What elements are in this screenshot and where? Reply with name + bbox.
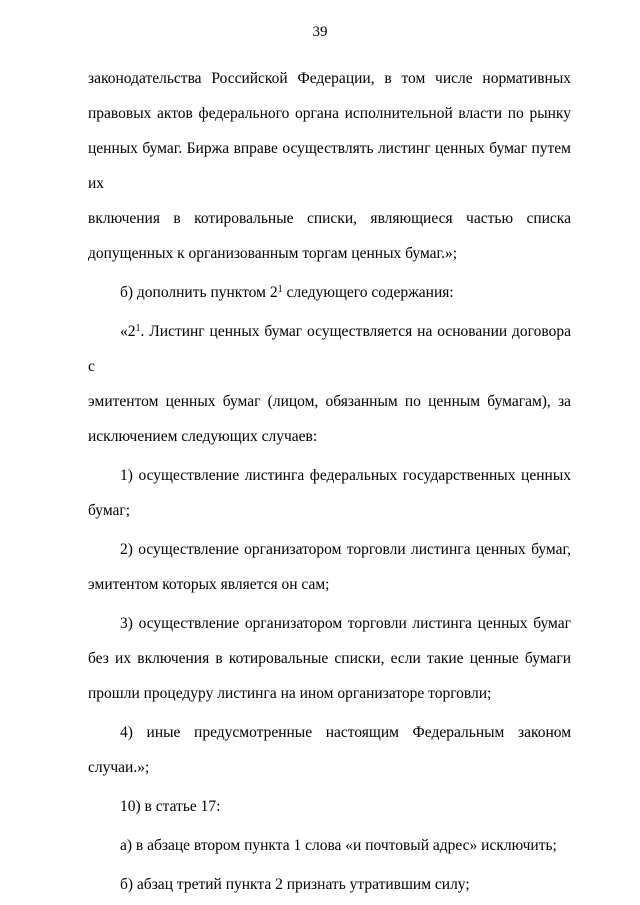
paragraph-b-article-17: б) абзац третий пункта 2 признать утратившим силу; bbox=[120, 876, 470, 893]
paragraph-article-17: 10) в статье 17: bbox=[120, 798, 221, 815]
paragraph-listing-2-1 bbox=[88, 314, 571, 454]
text-line: 4) иные предусмотренные настоящим Федеральным законом bbox=[120, 724, 571, 741]
text-run: . Листинг ценных бумаг осуществляется на основании договора с bbox=[88, 323, 571, 375]
text-line: допущенных к организованным торгам ценных бумаг.»; bbox=[88, 245, 458, 262]
list-item-1 bbox=[88, 458, 571, 528]
paragraph-b-supplement bbox=[88, 275, 571, 310]
text-line: правовых актов федерального органа исполнительной власти по рынку bbox=[88, 105, 571, 122]
document-body bbox=[88, 61, 571, 902]
text-line: прошли процедуру листинга на ином организаторе торговли; bbox=[88, 685, 492, 702]
text-line: случаи.»; bbox=[88, 759, 150, 776]
text-line: эмитентом которых является он сам; bbox=[88, 576, 330, 593]
page-number: 39 bbox=[312, 24, 328, 40]
text-line: без их включения в котировальные списки, если такие ценные бумаги bbox=[88, 650, 571, 667]
text-line: законодательства Российской Федерации, в том числе нормативных bbox=[88, 70, 571, 87]
text-run: «2 bbox=[120, 323, 136, 340]
list-item-3 bbox=[88, 606, 571, 711]
list-item-2 bbox=[88, 532, 571, 602]
superscript: 1 bbox=[277, 284, 283, 295]
text-line: 2) осуществление организатором торговли листинга ценных бумаг, bbox=[120, 541, 571, 558]
text-line: исключением следующих случаев: bbox=[88, 428, 318, 445]
text-line: эмитентом ценных бумаг (лицом, обязанным по ценным бумагам), за bbox=[88, 393, 571, 410]
text-line bbox=[88, 314, 571, 384]
list-item-4 bbox=[88, 715, 571, 785]
paragraph-continuation bbox=[88, 61, 571, 271]
paragraph-a-article-17: а) в абзаце втором пункта 1 слова «и почтовый адрес» исключить; bbox=[120, 837, 557, 854]
text-line: 3) осуществление организатором торговли листинга ценных бумаг bbox=[120, 615, 571, 632]
text-line: бумаг; bbox=[88, 502, 131, 519]
text-run: следующего содержания: bbox=[282, 284, 454, 301]
text-line: включения в котировальные списки, являющиеся частью списка bbox=[88, 210, 571, 227]
text-run: б) дополнить пунктом 2 bbox=[120, 284, 278, 301]
text-line: 1) осуществление листинга федеральных государственных ценных bbox=[120, 467, 571, 484]
text-line: ценных бумаг. Биржа вправе осуществлять листинг ценных бумаг путем их bbox=[88, 140, 571, 192]
superscript: 1 bbox=[135, 323, 141, 334]
